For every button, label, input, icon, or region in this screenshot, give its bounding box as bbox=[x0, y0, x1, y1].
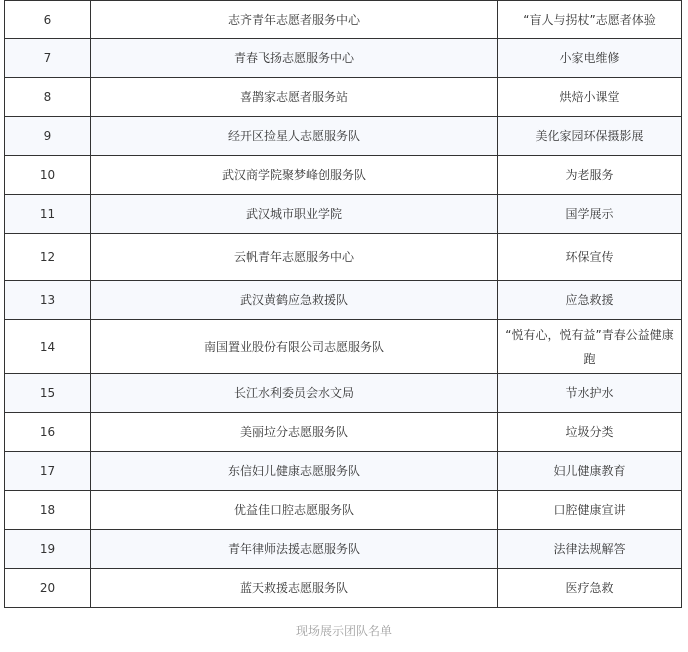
table-row bbox=[5, 491, 682, 530]
row-number: 15 bbox=[5, 374, 91, 413]
team-name: 蓝天救援志愿服务队 bbox=[91, 569, 498, 608]
row-number: 20 bbox=[5, 569, 91, 608]
team-name: 青年律师法援志愿服务队 bbox=[91, 530, 498, 569]
row-number: 14 bbox=[5, 320, 91, 374]
row-number: 11 bbox=[5, 195, 91, 234]
team-name: 志齐青年志愿者服务中心 bbox=[91, 1, 498, 39]
team-name: 优益佳口腔志愿服务队 bbox=[91, 491, 498, 530]
table-row bbox=[5, 281, 682, 320]
team-name: 经开区捡星人志愿服务队 bbox=[91, 117, 498, 156]
team-name: 美丽垃分志愿服务队 bbox=[91, 413, 498, 452]
table-row bbox=[5, 1, 682, 39]
table-row bbox=[5, 374, 682, 413]
team-name: 东信妇儿健康志愿服务队 bbox=[91, 452, 498, 491]
project-name: 医疗急救 bbox=[498, 569, 682, 608]
row-number: 8 bbox=[5, 78, 91, 117]
table-row bbox=[5, 413, 682, 452]
table-row bbox=[5, 530, 682, 569]
project-name: 烘焙小课堂 bbox=[498, 78, 682, 117]
table-row bbox=[5, 78, 682, 117]
table-row bbox=[5, 569, 682, 608]
team-list-table-wrapper bbox=[4, 0, 681, 608]
project-name: 环保宣传 bbox=[498, 234, 682, 281]
row-number: 9 bbox=[5, 117, 91, 156]
project-name: “悦有心，悦有益”青春公益健康跑 bbox=[498, 320, 682, 374]
row-number: 18 bbox=[5, 491, 91, 530]
team-name: 长江水利委员会水文局 bbox=[91, 374, 498, 413]
table-row bbox=[5, 320, 682, 374]
team-name: 南国置业股份有限公司志愿服务队 bbox=[91, 320, 498, 374]
team-name: 青春飞扬志愿服务中心 bbox=[91, 39, 498, 78]
table-row bbox=[5, 156, 682, 195]
table-row bbox=[5, 195, 682, 234]
row-number: 6 bbox=[5, 1, 91, 39]
team-name: 喜鹊家志愿者服务站 bbox=[91, 78, 498, 117]
team-name: 武汉黄鹤应急救援队 bbox=[91, 281, 498, 320]
row-number: 12 bbox=[5, 234, 91, 281]
row-number: 7 bbox=[5, 39, 91, 78]
table-row bbox=[5, 234, 682, 281]
row-number: 17 bbox=[5, 452, 91, 491]
table-row bbox=[5, 39, 682, 78]
table-row bbox=[5, 452, 682, 491]
project-name: 应急救援 bbox=[498, 281, 682, 320]
row-number: 19 bbox=[5, 530, 91, 569]
project-name: 节水护水 bbox=[498, 374, 682, 413]
row-number: 13 bbox=[5, 281, 91, 320]
project-name: 妇儿健康教育 bbox=[498, 452, 682, 491]
project-name: 小家电维修 bbox=[498, 39, 682, 78]
table-row bbox=[5, 117, 682, 156]
team-list-table bbox=[4, 0, 682, 608]
project-name: 口腔健康宣讲 bbox=[498, 491, 682, 530]
project-name: 垃圾分类 bbox=[498, 413, 682, 452]
project-name: 为老服务 bbox=[498, 156, 682, 195]
row-number: 10 bbox=[5, 156, 91, 195]
table-caption: 现场展示团队名单 bbox=[295, 624, 392, 638]
project-name: 法律法规解答 bbox=[498, 530, 682, 569]
team-name: 武汉商学院聚梦峰创服务队 bbox=[91, 156, 498, 195]
project-name: 国学展示 bbox=[498, 195, 682, 234]
team-name: 云帆青年志愿服务中心 bbox=[91, 234, 498, 281]
row-number: 16 bbox=[5, 413, 91, 452]
project-name: “盲人与拐杖”志愿者体验 bbox=[498, 1, 682, 39]
project-name: 美化家园环保摄影展 bbox=[498, 117, 682, 156]
team-name: 武汉城市职业学院 bbox=[91, 195, 498, 234]
